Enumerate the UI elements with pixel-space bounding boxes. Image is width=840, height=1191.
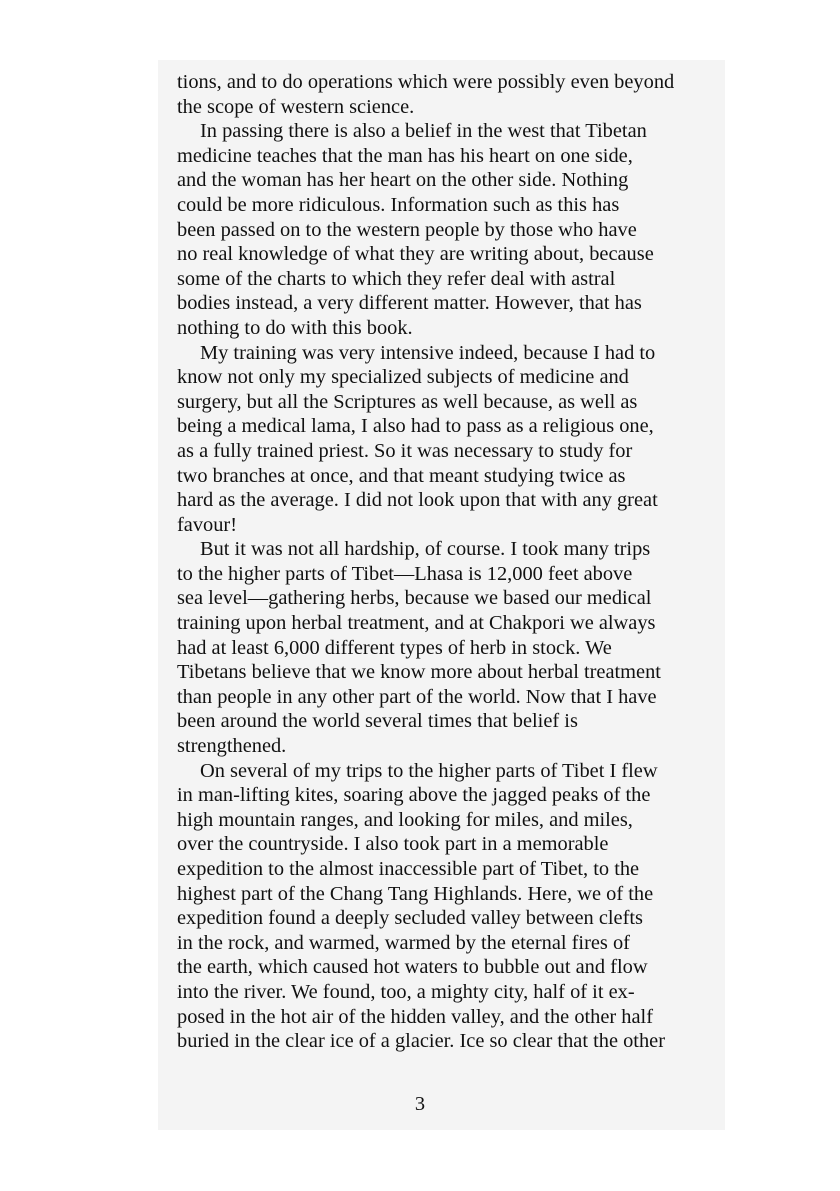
- text-line: bodies instead, a very different matter. However, that has: [177, 292, 642, 315]
- text-line: than people in any other part of the world. Now that I have: [177, 685, 657, 708]
- text-line: in the rock, and warmed, warmed by the eternal fires of: [177, 931, 630, 954]
- text-line: the earth, which caused hot waters to bubble out and flow: [177, 956, 648, 979]
- text-line: as a fully trained priest. So it was necessary to study for: [177, 439, 633, 462]
- text-line: favour!: [177, 513, 238, 536]
- body-text: [177, 70, 725, 1054]
- text-line: Tibetans believe that we know more about herbal treatment: [177, 661, 661, 684]
- text-line: and the woman has her heart on the other side. Nothing: [177, 169, 629, 192]
- page-number: 3: [414, 1093, 426, 1115]
- text-line: two branches at once, and that meant studying twice as: [177, 464, 626, 487]
- paragraph-start-line: On several of my trips to the higher parts of Tibet I flew: [200, 759, 658, 782]
- text-line: strengthened.: [177, 735, 287, 758]
- text-line: been passed on to the western people by those who have: [177, 218, 637, 241]
- text-line: medicine teaches that the man has his heart on one side,: [177, 144, 633, 167]
- text-line: expedition found a deeply secluded valley between clefts: [177, 907, 643, 930]
- text-line: training upon herbal treatment, and at Chakpori we always: [177, 612, 656, 635]
- text-line: know not only my specialized subjects of medicine and: [177, 366, 629, 389]
- paragraph-start-line: But it was not all hardship, of course. I took many trips: [200, 538, 651, 561]
- text-line: posed in the hot air of the hidden valley, and the other half: [177, 1005, 654, 1028]
- text-line: in man-lifting kites, soaring above the jagged peaks of the: [177, 784, 651, 807]
- text-line: sea level—gathering herbs, because we based our medical: [177, 587, 652, 610]
- text-line: some of the charts to which they refer deal with astral: [177, 267, 616, 290]
- paragraph-start-line: In passing there is also a belief in the west that Tibetan: [200, 120, 647, 143]
- text-line: been around the world several times that belief is: [177, 710, 578, 733]
- text-line: nothing to do with this book.: [177, 316, 413, 339]
- paragraph-start-line: My training was very intensive indeed, because I had to: [200, 341, 656, 364]
- text-line: being a medical lama, I also had to pass as a religious one,: [177, 415, 654, 438]
- text-line: buried in the clear ice of a glacier. Ice so clear that the other: [177, 1030, 665, 1053]
- text-line: had at least 6,000 different types of herb in stock. We: [177, 636, 612, 659]
- text-line: no real knowledge of what they are writing about, because: [177, 243, 654, 266]
- text-line: expedition to the almost inaccessible part of Tibet, to the: [177, 858, 640, 880]
- text-line: highest part of the Chang Tang Highlands. Here, we of the: [177, 882, 654, 905]
- text-line: hard as the average. I did not look upon that with any great: [177, 489, 658, 512]
- text-line: the scope of western science.: [177, 95, 415, 118]
- text-line: could be more ridiculous. Information such as this has: [177, 193, 620, 216]
- text-line: to the higher parts of Tibet—Lhasa is 12,000 feet above: [177, 562, 633, 585]
- text-line: into the river. We found, too, a mighty city, half of it ex-: [177, 980, 635, 1003]
- text-line: surgery, but all the Scriptures as well because, as well as: [177, 390, 638, 413]
- text-line: tions, and to do operations which were possibly even beyond: [177, 71, 675, 93]
- text-line: over the countryside. I also took part in a memorable: [177, 833, 609, 856]
- text-line: high mountain ranges, and looking for miles, and miles,: [177, 808, 633, 831]
